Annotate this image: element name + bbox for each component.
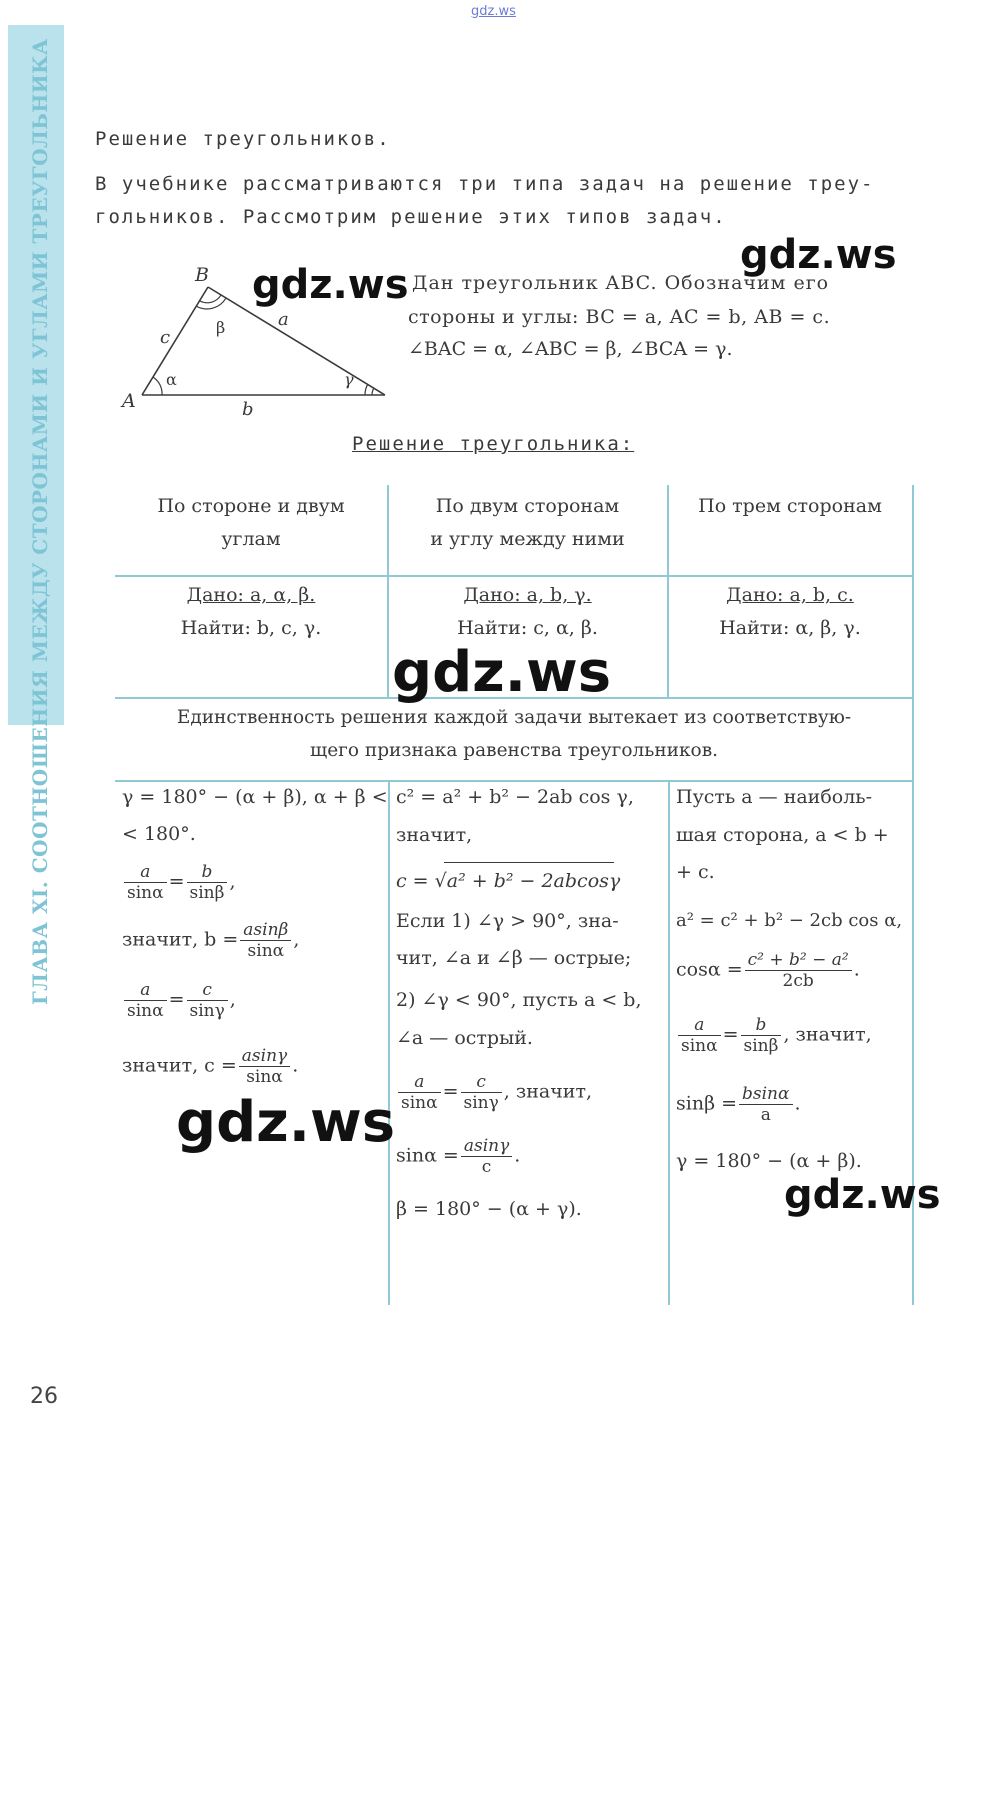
col3-line2: шая сторона, a < b + bbox=[676, 824, 889, 846]
table-title: Решение треугольника: bbox=[352, 433, 635, 455]
col2-formula-sin-alpha: sinα = $\frac{asin\gamma}{c}$ . bbox=[396, 1136, 521, 1177]
col2-naiti: Найти: c, α, β. bbox=[457, 617, 598, 639]
col3-dano-block bbox=[668, 579, 912, 645]
section-title: Решение треугольников. bbox=[95, 128, 391, 150]
intro-line-2: гольников. Рассмотрим решение этих типов задач. bbox=[95, 206, 727, 228]
intro-line-1: В учебнике рассматриваются три типа задач на решение треу- bbox=[95, 173, 875, 195]
col1-line2: < 180°. bbox=[122, 823, 196, 845]
table-hline-3 bbox=[115, 780, 913, 782]
table-col-divider-4 bbox=[668, 780, 670, 1305]
col2-header-line1: По двум сторонам bbox=[435, 495, 620, 517]
col3-formula-cos: cosα = $\frac{\text{c² + b² − a²}}{2cb}$ . bbox=[676, 950, 860, 991]
col1-dano-block bbox=[115, 579, 387, 645]
col1-formula-c: значит, c = $\frac{asin\gamma}{\sin\alpha}$ . bbox=[122, 1046, 299, 1087]
watermark-2: gdz.ws bbox=[252, 262, 409, 308]
given-line-3: ∠BAC = α, ∠ABC = β, ∠BCA = γ. bbox=[408, 338, 733, 360]
col2-line8: β = 180° − (α + γ). bbox=[396, 1198, 582, 1220]
side-c-label: c bbox=[160, 327, 171, 348]
col1-naiti: Найти: b, c, γ. bbox=[180, 617, 322, 639]
col3-header-line1: По трем сторонам bbox=[698, 495, 882, 517]
col1-formula-sine-law-2: $\frac{a}{\sin\alpha}$ = $\frac{c}{\sin\gamma}$ , bbox=[122, 980, 236, 1021]
col2-header-line2: и углу между ними bbox=[430, 528, 625, 550]
col3-line5: γ = 180° − (α + β). bbox=[676, 1150, 862, 1172]
col3-header bbox=[668, 490, 912, 523]
col1-formula-sine-law-1: $\frac{a}{\sin\alpha}$ = $\frac{b}{\sin\beta}$ , bbox=[122, 862, 236, 903]
col2-line4: Если 1) ∠γ > 90°, зна- bbox=[396, 910, 619, 932]
angle-gamma-label: γ bbox=[344, 370, 354, 389]
watermark-1: gdz.ws bbox=[740, 232, 897, 278]
side-a-label: a bbox=[278, 309, 289, 330]
col2-header bbox=[388, 490, 667, 556]
col2-line5: чит, ∠a и ∠β — острые; bbox=[396, 947, 632, 969]
col2-line7: ∠a — острый. bbox=[396, 1027, 533, 1049]
angle-beta-label: β bbox=[216, 318, 226, 337]
col2-line2: значит, bbox=[396, 824, 473, 846]
col2-line1: c² = a² + b² − 2ab cos γ, bbox=[396, 786, 634, 808]
watermark-5: gdz.ws bbox=[784, 1172, 941, 1218]
col2-sqrt-bar bbox=[444, 862, 614, 863]
col3-line1: Пусть a — наиболь- bbox=[676, 786, 873, 808]
col1-header-line2: углам bbox=[221, 528, 281, 550]
top-watermark: gdz.ws bbox=[471, 4, 516, 19]
col1-header bbox=[115, 490, 387, 556]
col1-header-line1: По стороне и двум bbox=[157, 495, 345, 517]
table-hline-1 bbox=[115, 575, 913, 577]
col2-dano-block bbox=[388, 579, 667, 645]
col3-line4: a² = c² + b² − 2cb cos α, bbox=[676, 910, 903, 931]
col1-dano: Дано: a, α, β. bbox=[186, 584, 316, 606]
frac: $\frac{a}{\sin\alpha}$ bbox=[124, 862, 167, 903]
uniqueness-note bbox=[115, 701, 913, 767]
col3-dano: Дано: a, b, c. bbox=[726, 584, 854, 606]
watermark-3: gdz.ws bbox=[392, 640, 612, 705]
uniqueness-line-2: щего признака равенства треугольников. bbox=[310, 740, 718, 761]
col2-line6: 2) ∠γ < 90°, пусть a < b, bbox=[396, 989, 642, 1011]
vertex-a-label: A bbox=[122, 390, 136, 412]
col3-line3: + c. bbox=[676, 861, 715, 883]
col3-naiti: Найти: α, β, γ. bbox=[719, 617, 861, 639]
given-line-2: стороны и углы: BC = a, AC = b, AB = c. bbox=[408, 306, 831, 328]
chapter-title-vertical: ГЛАВА XI. СООТНОШЕНИЯ МЕЖДУ СТОРОНАМИ И УГЛАМИ ТРЕУГОЛЬНИКА bbox=[28, 38, 52, 1005]
uniqueness-line-1: Единственность решения каждой задачи вытекает из соответствую- bbox=[176, 707, 852, 728]
col3-formula-sin-beta: sinβ = $\frac{bsin\alpha}{a}$ . bbox=[676, 1084, 801, 1125]
col1-line1: γ = 180° − (α + β), α + β < bbox=[122, 786, 388, 808]
watermark-4: gdz.ws bbox=[176, 1090, 396, 1155]
table-col-divider-3 bbox=[388, 780, 390, 1305]
col3-formula-sine-law: $\frac{a}{\sin\alpha}$ = $\frac{b}{\sin\beta}$ , значит, bbox=[676, 1015, 872, 1056]
col2-line3: c = √a² + b² − 2abcosγ bbox=[396, 870, 621, 892]
col1-formula-b: значит, b = $\frac{asin\beta}{\sin\alpha}$ , bbox=[122, 920, 300, 961]
col2-dano: Дано: a, b, γ. bbox=[463, 584, 592, 606]
vertex-b-label: B bbox=[195, 264, 209, 286]
page-number: 26 bbox=[30, 1384, 58, 1409]
side-b-label: b bbox=[242, 399, 254, 420]
col2-formula-sine-law: $\frac{a}{\sin\alpha}$ = $\frac{c}{\sin\gamma}$ , значит, bbox=[396, 1072, 592, 1113]
angle-alpha-label: α bbox=[166, 370, 177, 389]
given-line-1: Дан треугольник ABC. Обозначим его bbox=[412, 272, 830, 294]
